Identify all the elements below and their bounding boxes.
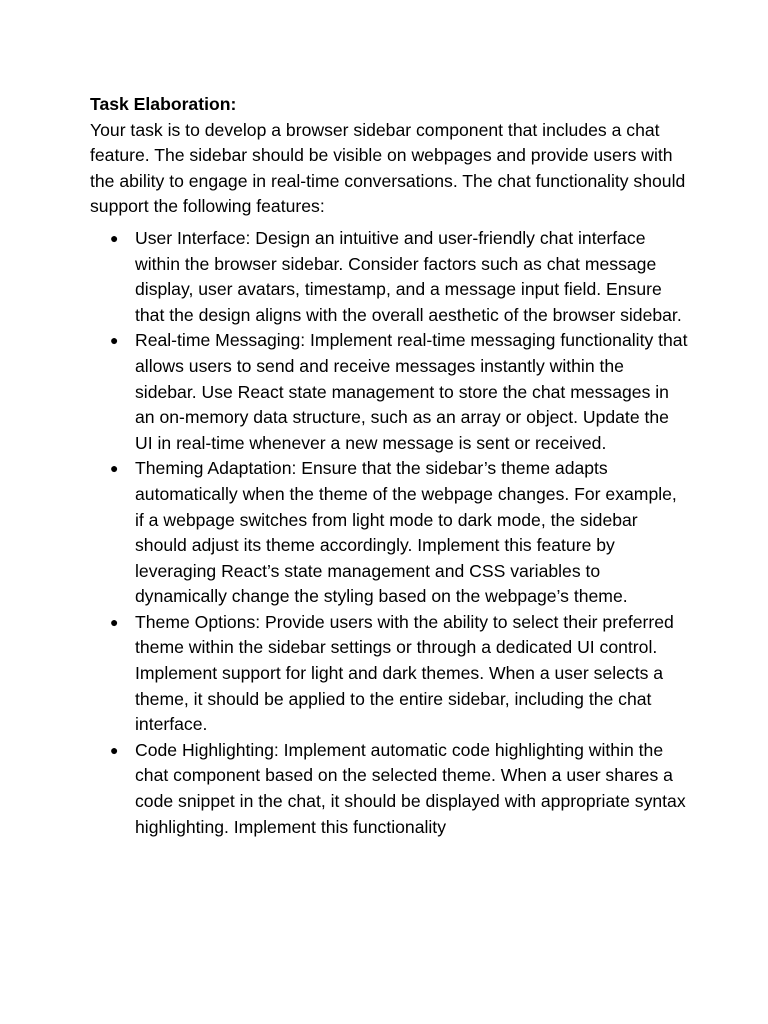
list-item-text: Code Highlighting: Implement automatic code highlighting within the chat component based on the selected theme. When a user shares a code snippet in the chat, it should be displayed with appropriate syntax highlighting. Implement this functionality xyxy=(135,739,686,837)
intro-paragraph: Your task is to develop a browser sidebar component that includes a chat feature. The sidebar should be visible on webpages and provide users with the ability to engage in real-time conversations. The chat functionality should support the following features: xyxy=(90,119,686,217)
list-item-text: Theming Adaptation: Ensure that the sidebar’s theme adapts automatically when the theme of the webpage changes. For example, if a webpage switches from light mode to dark mode, the sidebar should adjust its theme accordingly. Implement this feature by leveraging React’s state management and CSS variables to dynamically change the styling based on the webpage’s theme. xyxy=(135,458,677,607)
list-item-text: User Interface: Design an intuitive and user-friendly chat interface within the browser sidebar. Consider factors such as chat message display, user avatars, timestamp, and a message input field. Ensure that the design aligns with the overall aesthetic of the browser sidebar. xyxy=(135,227,682,325)
bullet-icon: ● xyxy=(110,460,119,477)
section-heading: Task Elaboration: xyxy=(90,94,237,114)
list-item-text: Theme Options: Provide users with the ability to select their preferred theme within the sidebar settings or through a dedicated UI control. Implement support for light and dark themes. When a user selects a theme, it should be applied to the entire sidebar, including the chat interface. xyxy=(135,611,674,735)
list-item xyxy=(90,328,690,456)
bullet-icon: ● xyxy=(110,613,119,630)
bullet-icon: ● xyxy=(110,332,119,349)
feature-list xyxy=(90,226,690,840)
list-item xyxy=(90,738,690,840)
list-item xyxy=(90,226,690,328)
document-page xyxy=(90,92,690,840)
list-item-text: Real-time Messaging: Implement real-time messaging functionality that allows users to send and receive messages instantly within the sidebar. Use React state management to store the chat messages in an on-memory data structure, such as an array or object. Update the UI in real-time whenever a new message is sent or received. xyxy=(135,330,688,453)
bullet-icon: ● xyxy=(110,229,119,246)
bullet-icon: ● xyxy=(110,741,119,758)
list-item xyxy=(90,610,690,738)
list-item xyxy=(90,456,690,610)
